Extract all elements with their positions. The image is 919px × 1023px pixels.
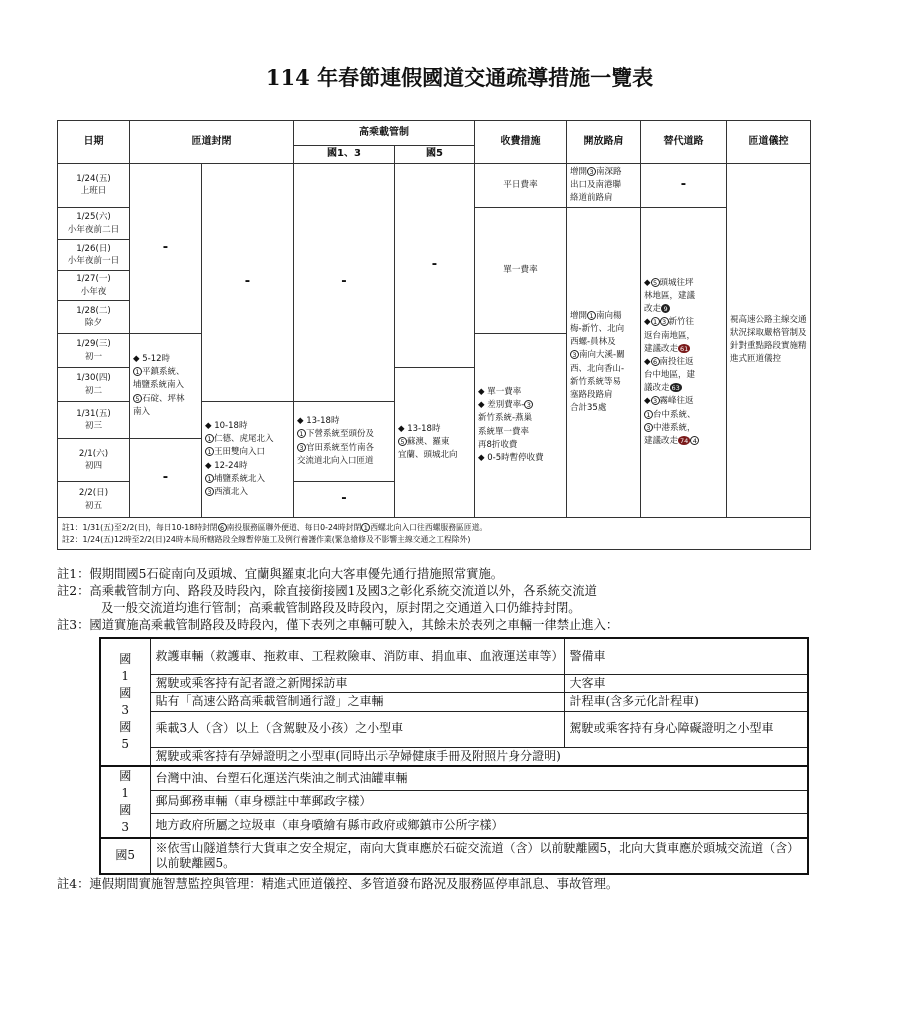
- alt-dash: -: [641, 163, 727, 208]
- date-cell: 1/24(五) 上班日: [58, 163, 130, 208]
- date-cell: 1/30(四) 初二: [58, 368, 130, 402]
- table-footnotes: 註1：1/31(五)至2/2(日)，每日10-18時封閉 6 南投服務區聯外便道、每日0-24時封閉 1 西螺北向入口往西螺服務區匝道。 註2：1/24(五)12時至2/2(日)24時本局所轄路段全線暫停施工及例行養護作業(緊急搶修及不影響主線交通之工程除外): [58, 518, 811, 550]
- date-cell: 1/25(六) 小年夜前二日: [58, 208, 130, 240]
- note-2-cont: 及一般交流道均進行管制；高乘載管制路段及時段內，原封閉之交通道入口仍維持封閉。: [101, 601, 581, 615]
- date-cell: 1/27(一) 小年夜: [58, 271, 130, 301]
- route-6-icon: 6: [218, 523, 227, 532]
- header-date: 日期: [58, 121, 130, 164]
- vehicle-item: 郵局郵務車輛（車身標註中華郵政字樣）: [150, 790, 808, 814]
- vehicle-item: 駕駛或乘客持有孕婦證明之小型車(同時出示孕婦健康手冊及附照片身分證明): [150, 747, 808, 766]
- header-hov-n5: 國5: [395, 146, 475, 164]
- vehicle-item: 計程車(含多元化計程車): [564, 693, 808, 712]
- group-n1-n3: 國1國3: [100, 766, 150, 838]
- metering-cell: 視高速公路主線交通狀況採取嚴格管制及針對重點路段實施精進式匝道儀控: [727, 163, 811, 518]
- route-5-icon: 5: [398, 437, 407, 446]
- route-1-icon: 1: [133, 367, 142, 376]
- vehicle-item: 駕駛或乘客持有記者證之新聞採訪車: [150, 674, 564, 693]
- route-3-icon: 3: [524, 400, 533, 409]
- vehicle-item: 乘載3人（含）以上（含駕駛及小孩）之小型車: [150, 711, 564, 747]
- route-1-icon: 1: [644, 410, 653, 419]
- route-1-icon: 1: [205, 447, 214, 456]
- allowed-vehicles-table: [99, 637, 809, 875]
- route-5-icon: 5: [133, 394, 142, 403]
- hov-13-closures: ◆ 13-18時 1 下營系統至頭份及 3 官田系統至竹南各 交流道北向入口匝道: [294, 402, 395, 482]
- ramp-b-dash: -: [202, 163, 294, 402]
- ramp-a-dash-2: -: [130, 439, 202, 518]
- date-cell: 1/26(日) 小年夜前一日: [58, 240, 130, 271]
- toll-single: 單一費率: [475, 208, 567, 334]
- vehicle-item: 地方政府所屬之垃圾車（車身噴繪有縣市政府或鄉鎮市公所字樣）: [150, 814, 808, 838]
- header-hov-n1-n3: 國1、3: [294, 146, 395, 164]
- note-1: 註1：假期間國5石碇南向及頭城、宜蘭與羅東北向大客車優先通行措施照常實施。: [57, 567, 504, 581]
- group-n5: 國5: [100, 838, 150, 874]
- route-74-icon: 74: [680, 436, 689, 445]
- vehicle-item: 台灣中油、台塑石化運送汽柴油之制式油罐車輛: [150, 766, 808, 790]
- header-hov-control: 高乘載管制: [294, 121, 475, 146]
- route-1-icon: 1: [297, 429, 306, 438]
- header-alt-route: 替代道路: [641, 121, 727, 164]
- route-1-icon: 1: [587, 311, 596, 320]
- ramp-b-closures: ◆ 10-18時 1 仁德、虎尾北入 1 王田雙向入口 ◆ 12-24時 1 埔鹽系統北入 3 西濱北入: [202, 402, 294, 518]
- hov-13-dash: -: [294, 163, 395, 402]
- route-1-icon: 1: [205, 474, 214, 483]
- notes-block-2: [57, 876, 618, 893]
- route-3-icon: 3: [660, 317, 669, 326]
- note-4: 註4：連假期間實施智慧監控與管理：精進式匝道儀控、多管道發布路況及服務區停車訊息、事故管理。: [57, 877, 619, 891]
- header-toll: 收費措施: [475, 121, 567, 164]
- route-5-icon: 5: [651, 278, 660, 287]
- group-n1-n3-n5: 國1國3國5: [100, 638, 150, 766]
- alt-routes: ◆ 5 頭城往坪 林地區，建議 改走 9 ◆ 1 3 新竹往 返台南地區， 建議改走 61 ◆ 6 南投往返 台中地區，建 議改走 63 ◆ 3 霧峰往返 1 台中系統、 3 中港系統， 建議改走 74 4: [641, 208, 727, 518]
- vehicle-item: ※依雪山隧道禁行大貨車之安全規定，南向大貨車應於石碇交流道（含）以前駛離國5，北向大貨車應於頭城交流道（含）以前駛離國5。: [150, 838, 808, 874]
- shoulder-a: 增開 3 南深路 出口及南港聯 絡道前路肩: [567, 163, 641, 208]
- date-cell: 1/31(五) 初三: [58, 402, 130, 439]
- vehicle-item: 警備車: [564, 638, 808, 674]
- vehicle-item: 救護車輛（救護車、拖救車、工程救險車、消防車、捐血車、血液運送車等）: [150, 638, 564, 674]
- ramp-a-closures: ◆ 5-12時 1 平鎮系統、 埔鹽系統南入 5 石碇、坪林 南入: [130, 334, 202, 439]
- header-ramp-metering: 匝道儀控: [727, 121, 811, 164]
- toll-measures: ◆ 單一費率 ◆ 差別費率- 3 新竹系統-燕巢 系統單一費率 再8折收費 ◆ 0-5時暫停收費: [475, 334, 567, 518]
- header-open-shoulder: 開放路肩: [567, 121, 641, 164]
- hov-13-dash-2: -: [294, 482, 395, 518]
- route-9-icon: 9: [661, 304, 670, 313]
- note-3: 註3：國道實施高乘載管制路段及時段內，僅下表列之車輛可駛入，其餘未於表列之車輛一律禁止進入：: [57, 618, 619, 632]
- route-1-icon: 1: [361, 523, 370, 532]
- route-3-icon: 3: [587, 167, 596, 176]
- route-3-icon: 3: [644, 423, 653, 432]
- route-63-icon: 63: [671, 384, 680, 393]
- hov-5-closures: ◆ 13-18時 5 蘇澳、羅東 宜蘭、頭城北向: [395, 368, 475, 518]
- date-cell: 2/1(六) 初四: [58, 439, 130, 482]
- toll-weekday: 平日費率: [475, 163, 567, 208]
- date-cell: 1/28(二) 除夕: [58, 301, 130, 334]
- vehicle-item: 駕駛或乘客持有身心障礙證明之小型車: [564, 711, 808, 747]
- route-3-icon: 3: [205, 487, 214, 496]
- route-1-icon: 1: [205, 434, 214, 443]
- route-3-icon: 3: [570, 350, 579, 359]
- hov-5-dash: -: [395, 163, 475, 368]
- ramp-a-dash: -: [130, 163, 202, 334]
- vehicle-item: 貼有「高速公路高乘載管制通行證」之車輛: [150, 693, 564, 712]
- page-title: 114 年春節連假國道交通疏導措施一覽表: [265, 65, 654, 90]
- vehicle-item: 大客車: [564, 674, 808, 693]
- route-61-icon: 61: [680, 344, 689, 353]
- route-6-icon: 6: [651, 357, 660, 366]
- route-4-icon: 4: [690, 436, 699, 445]
- date-cell: 2/2(日) 初五: [58, 482, 130, 518]
- route-1-icon: 1: [651, 317, 660, 326]
- traffic-measures-table: [57, 120, 811, 550]
- note-2: 註2：高乘載管制方向、路段及時段內，除直接銜接國1及國3之彰化系統交流道以外，各系統交流道: [57, 584, 597, 598]
- route-3-icon: 3: [651, 396, 660, 405]
- date-cell: 1/29(三) 初一: [58, 334, 130, 368]
- notes-block: [57, 566, 618, 634]
- route-3-icon: 3: [297, 443, 306, 452]
- header-ramp-closure: 匝道封閉: [130, 121, 294, 164]
- shoulder-b: 增開 1 南向楊 梅-新竹、北向 西螺-員林及 3 南向大溪-關 西、北向香山- 新竹系統等易 塞路段路肩 合計35處: [567, 208, 641, 518]
